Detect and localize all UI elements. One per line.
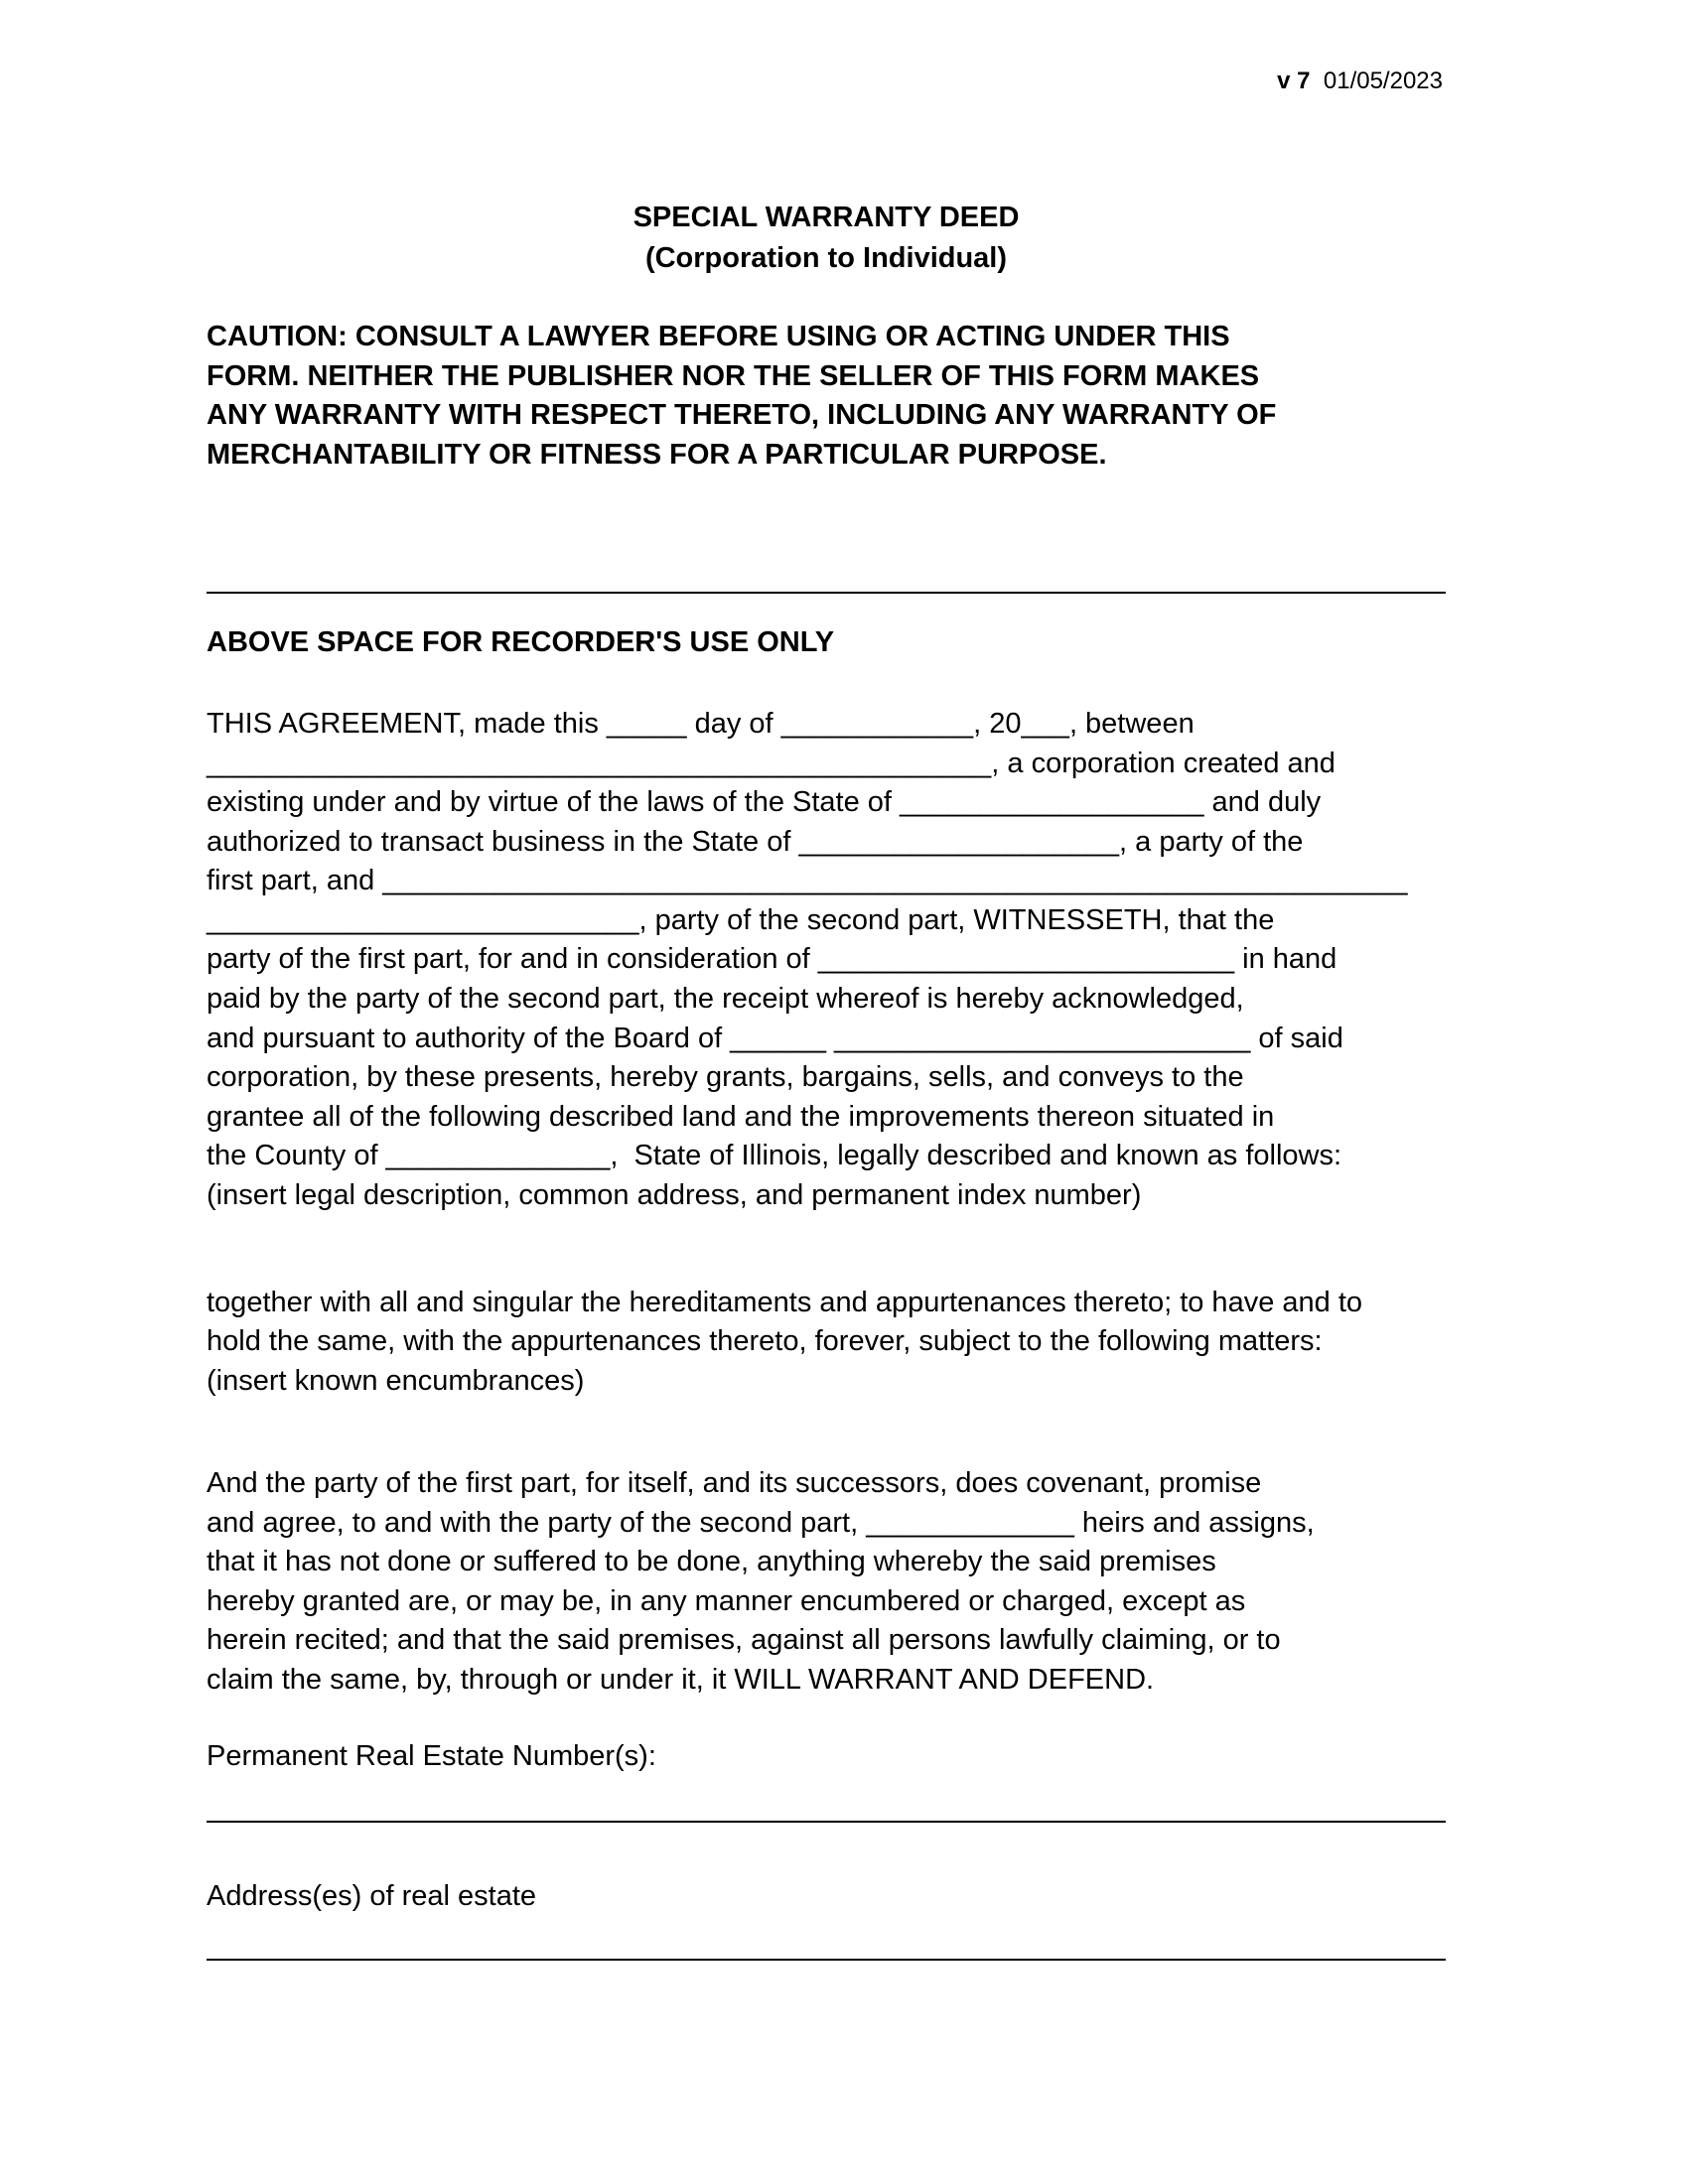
- address-entry-line[interactable]: [207, 1959, 1446, 1961]
- covenant-line: hereby granted are, or may be, in any manner encumbered or charged, except as: [207, 1585, 1246, 1617]
- caution-line: CAUTION: CONSULT A LAWYER BEFORE USING OR ACTING UNDER THIS: [207, 321, 1230, 352]
- agreement-line: THIS AGREEMENT, made this _____ day of ____________, 20___, between: [207, 708, 1195, 740]
- agreement-line: _________________________________________________, a corporation created and: [207, 748, 1336, 779]
- recorder-label: ABOVE SPACE FOR RECORDER'S USE ONLY: [207, 626, 835, 658]
- agreement-line: corporation, by these presents, hereby grants, bargains, sells, and conveys to the: [207, 1061, 1244, 1093]
- agreement-line: paid by the party of the second part, the receipt whereof is hereby acknowledged,: [207, 983, 1244, 1015]
- together-line: together with all and singular the hereditaments and appurtenances thereto; to have and to: [207, 1287, 1363, 1318]
- address-label: Address(es) of real estate: [207, 1880, 537, 1912]
- document-subtitle: (Corporation to Individual): [644, 242, 1008, 274]
- agreement-line: and pursuant to authority of the Board of ______ __________________________ of said: [207, 1023, 1343, 1054]
- together-line: (insert known encumbrances): [207, 1365, 585, 1397]
- version-stamp: [1277, 66, 1443, 97]
- caution-line: MERCHANTABILITY OR FITNESS FOR A PARTICULAR PURPOSE.: [207, 439, 1107, 471]
- covenant-line: that it has not done or suffered to be done, anything whereby the said premises: [207, 1546, 1216, 1577]
- pin-label: Permanent Real Estate Number(s):: [207, 1740, 656, 1772]
- agreement-line: existing under and by virtue of the laws of the State of ___________________ and duly: [207, 786, 1322, 818]
- agreement-line: party of the first part, for and in consideration of __________________________ in hand: [207, 943, 1337, 975]
- version-number: v 7: [1277, 68, 1311, 94]
- agreement-line: (insert legal description, common address, and permanent index number): [207, 1179, 1142, 1211]
- pin-entry-line[interactable]: [207, 1821, 1446, 1823]
- covenant-line: herein recited; and that the said premises, against all persons lawfully claiming, or to: [207, 1624, 1281, 1656]
- together-line: hold the same, with the appurtenances thereto, forever, subject to the following matters:: [207, 1325, 1323, 1357]
- caution-line: ANY WARRANTY WITH RESPECT THERETO, INCLUDING ANY WARRANTY OF: [207, 399, 1277, 431]
- document-title: SPECIAL WARRANTY DEED: [633, 202, 1020, 233]
- caution-line: FORM. NEITHER THE PUBLISHER NOR THE SELLER OF THIS FORM MAKES: [207, 360, 1260, 392]
- recorder-space-rule: [207, 592, 1446, 594]
- agreement-line: grantee all of the following described land and the improvements thereon situated in: [207, 1101, 1275, 1133]
- agreement-line: authorized to transact business in the State of ____________________, a party of the: [207, 826, 1304, 858]
- covenant-line: claim the same, by, through or under it, it WILL WARRANT AND DEFEND.: [207, 1664, 1155, 1696]
- agreement-line: ___________________________, party of the second part, WITNESSETH, that the: [207, 904, 1275, 936]
- covenant-line: And the party of the first part, for itself, and its successors, does covenant, promise: [207, 1467, 1262, 1499]
- agreement-line: the County of ______________, State of Illinois, legally described and known as follows:: [207, 1140, 1342, 1171]
- agreement-line: first part, and ________________________________________________________________: [207, 865, 1408, 896]
- covenant-line: and agree, to and with the party of the second part, _____________ heirs and assigns,: [207, 1507, 1315, 1539]
- version-date: 01/05/2023: [1323, 68, 1443, 94]
